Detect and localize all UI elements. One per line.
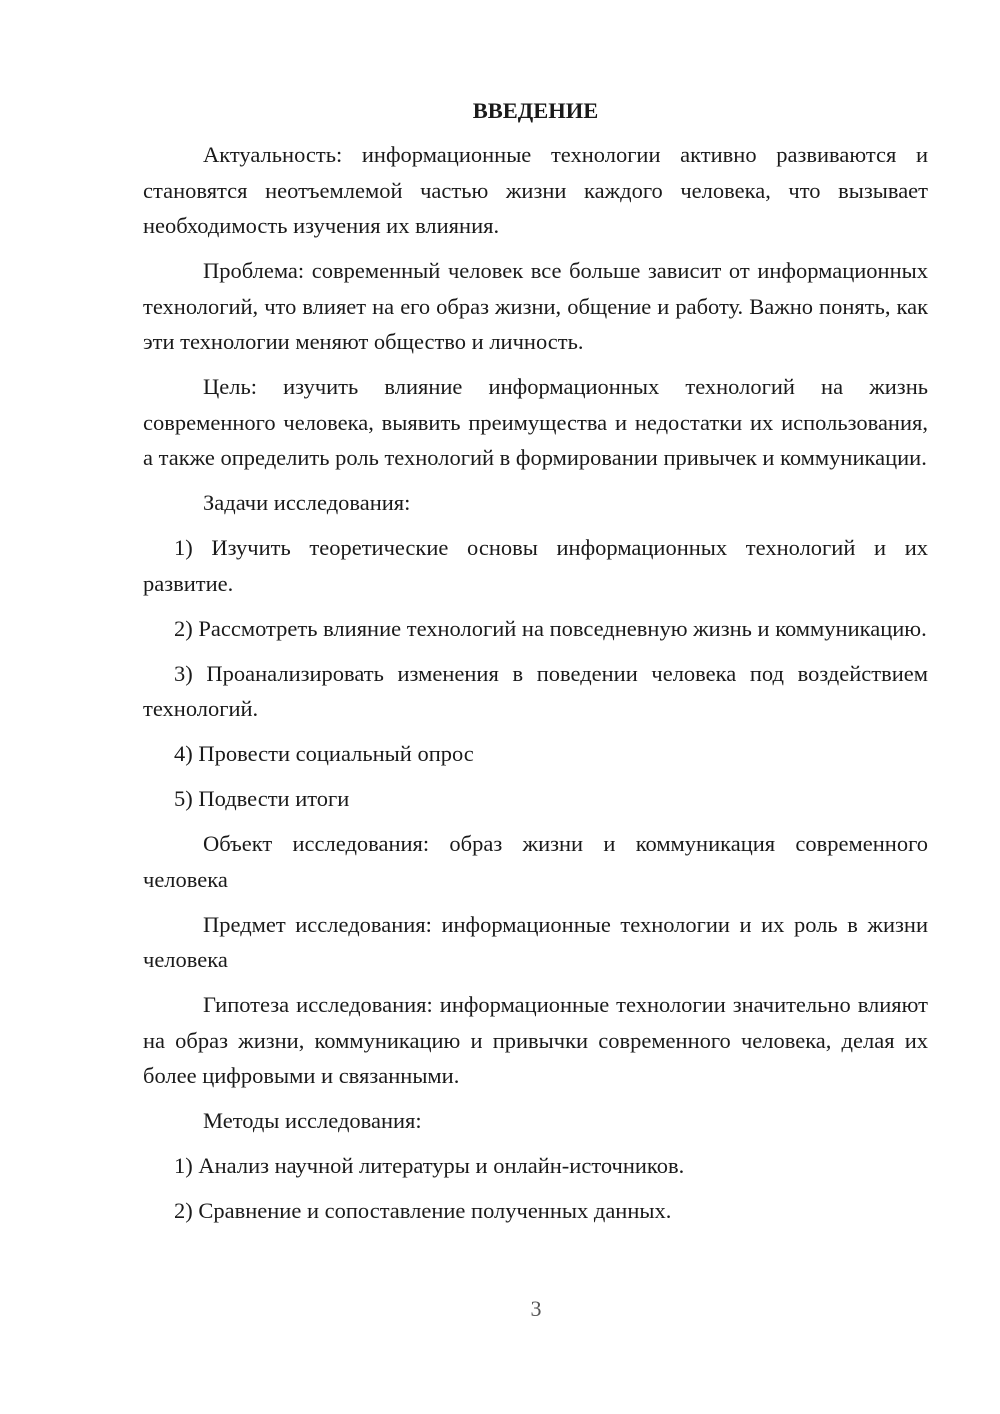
problem-paragraph: Проблема: современный человек все больше зависит от информационных технологий, что влияет на его образ жизни, общение и работу. Важно понять, как эти технологии меняют общество и личность.	[143, 258, 928, 354]
method-item-2: 2) Сравнение и сопоставление полученных данных.	[174, 1198, 672, 1223]
method-item-1: 1) Анализ научной литературы и онлайн-источников.	[174, 1153, 685, 1178]
subject-paragraph: Предмет исследования: информационные технологии и их роль в жизни человека	[143, 911, 928, 972]
task-item-2: 2) Рассмотреть влияние технологий на повседневную жизнь и коммуникацию.	[174, 615, 927, 641]
hypothesis-paragraph: Гипотеза исследования: информационные технологии значительно влияют на образ жизни, коммуникацию и привычки современного человека, делая их более цифровыми и связанными.	[143, 992, 928, 1088]
tasks-heading: Задачи исследования:	[203, 490, 411, 515]
object-paragraph: Объект исследования: образ жизни и коммуникация современного человека	[143, 831, 928, 892]
task-item-1: 1) Изучить теоретические основы информационных технологий и их развитие.	[143, 535, 928, 596]
goal-paragraph: Цель: изучить влияние информационных технологий на жизнь современного человека, выявить преимущества и недостатки их использования, а также определить роль технологий в формировании привычек и коммуникации.	[143, 374, 928, 470]
task-item-5: 5) Подвести итоги	[174, 786, 350, 811]
task-item-3: 3) Проанализировать изменения в поведении человека под воздействием технологий.	[143, 660, 928, 721]
task-item-4: 4) Провести социальный опрос	[174, 741, 474, 766]
page-content	[143, 95, 928, 1238]
relevance-paragraph: Актуальность: информационные технологии активно развиваются и становятся неотъемлемой частью жизни каждого человека, что вызывает необходимость изучения их влияния.	[143, 142, 928, 238]
page-number: 3	[530, 1296, 542, 1321]
methods-heading: Методы исследования:	[203, 1108, 422, 1133]
page-title: ВВЕДЕНИЕ	[472, 98, 599, 123]
